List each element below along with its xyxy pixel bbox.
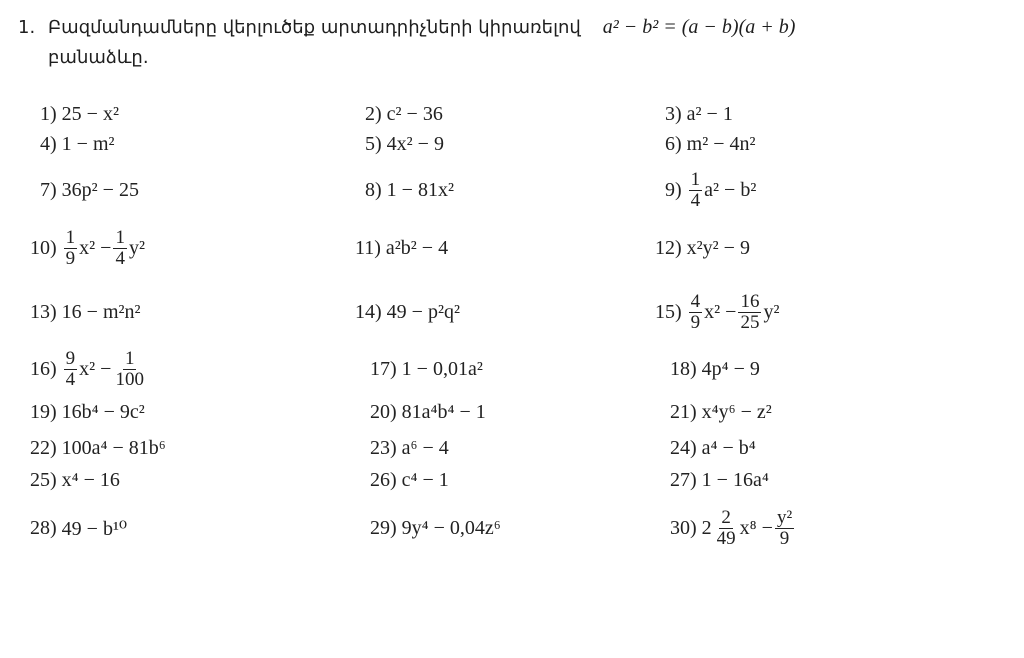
instruction-line-1 xyxy=(18,12,1008,43)
exercise-22: 22) 100a⁴ − 81b⁶ xyxy=(30,436,166,459)
exercise-7: 7) 36p² − 25 xyxy=(40,178,139,201)
exercise-13: 13) 16 − m²n² xyxy=(30,300,141,323)
exercise-29: 29) 9y⁴ − 0,04z⁶ xyxy=(370,516,501,539)
exercise-12: 12) x²y² − 9 xyxy=(655,236,750,259)
exercise-8: 8) 1 − 81x² xyxy=(365,178,454,201)
exercise-15: 15) 4 9 x² − $\frac{16}{25}$ y² xyxy=(655,290,780,333)
exercise-1: 1) 25 − x² xyxy=(40,102,119,125)
exercise-25: 25) x⁴ − 16 xyxy=(30,468,120,491)
exercise-3: 3) a² − 1 xyxy=(665,102,733,125)
exercise-30: 30) 2 2 49 x⁸ − $\frac{\text{y²}}{9}$ xyxy=(670,506,793,549)
exercise-18: 18) 4p⁴ − 9 xyxy=(670,357,760,380)
exercise-19: 19) 16b⁴ − 9c² xyxy=(30,400,145,423)
instruction-text-2: բանաձևը. xyxy=(48,47,149,68)
task-number: 1. xyxy=(18,17,36,38)
exercise-23: 23) a⁶ − 4 xyxy=(370,436,449,459)
exercise-24: 24) a⁴ − b⁴ xyxy=(670,436,756,459)
exercise-9: 9) 1 4 a² − b² xyxy=(665,168,757,211)
exercise-6: 6) m² − 4n² xyxy=(665,132,756,155)
task-header xyxy=(18,12,1008,73)
exercise-28: 28) 49 − b¹⁰ xyxy=(30,516,127,540)
exercise-11: 11) a²b² − 4 xyxy=(355,236,449,259)
exercise-17: 17) 1 − 0,01a² xyxy=(370,357,483,380)
exercise-27: 27) 1 − 16a⁴ xyxy=(670,468,769,491)
exercise-5: 5) 4x² − 9 xyxy=(365,132,444,155)
exercise-20: 20) 81a⁴b⁴ − 1 xyxy=(370,400,486,423)
instruction-text: Բազմանդամները վերլուծեք արտադրիչների կիրառելով xyxy=(48,17,581,38)
instruction-line-2 xyxy=(18,43,1008,73)
formula: a² − b² = (a − b)(a + b) xyxy=(602,16,796,38)
exercise-14: 14) 49 − p²q² xyxy=(355,300,460,323)
exercise-2: 2) c² − 36 xyxy=(365,102,443,125)
exercise-10: 10) 1 9 x² − $\frac{1}{4}$ y² xyxy=(30,226,145,269)
exercise-26: 26) c⁴ − 1 xyxy=(370,468,449,491)
exercise-21: 21) x⁴y⁶ − z² xyxy=(670,400,772,423)
exercise-4: 4) 1 − m² xyxy=(40,132,115,155)
exercise-16: 16) 9 4 x² − $\frac{1}{100}$ xyxy=(30,347,144,390)
